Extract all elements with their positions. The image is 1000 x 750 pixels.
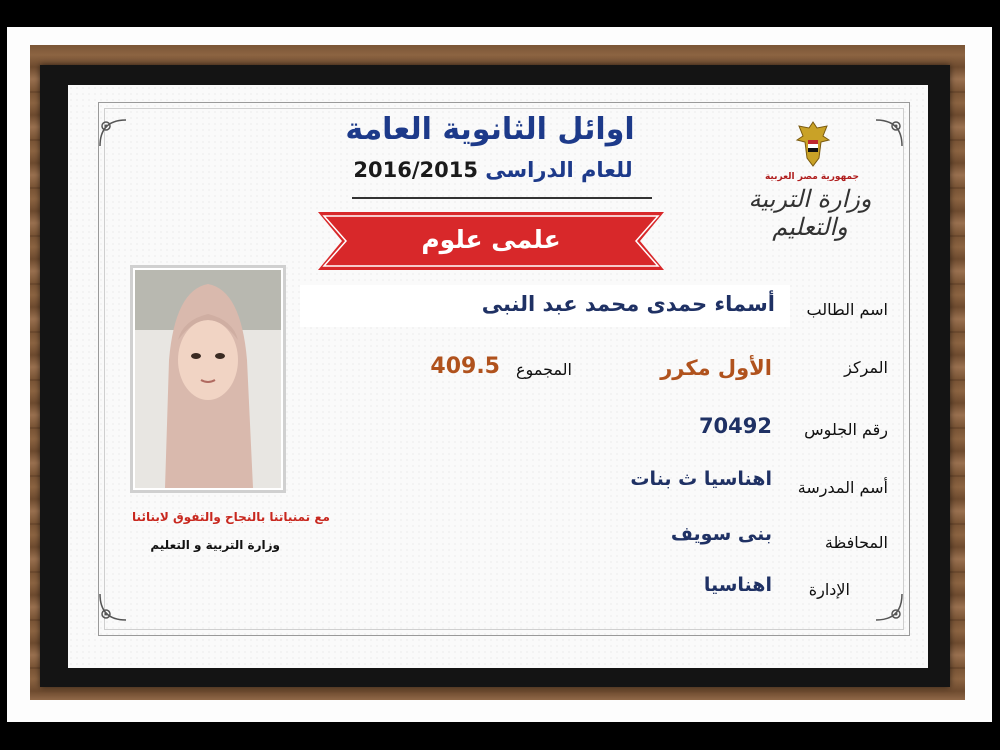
corner-ornament-icon	[96, 590, 130, 624]
seat-number-label: رقم الجلوس	[804, 420, 888, 439]
school-name: اهناسيا ث بنات	[630, 468, 772, 490]
academic-year: 2016/2015	[353, 158, 478, 182]
division-label: علمى علوم	[421, 225, 561, 254]
title-divider	[352, 197, 652, 199]
academic-year-line	[320, 158, 660, 182]
republic-label: جمهورية مصر العربية	[764, 172, 860, 182]
academic-year-label: للعام الدراسى	[485, 158, 633, 182]
corner-ornament-icon	[96, 116, 130, 150]
corner-ornament-icon	[872, 116, 906, 150]
name-label: اسم الطالب	[806, 300, 888, 319]
school-label: أسم المدرسة	[797, 478, 888, 497]
administration-label: الإدارة	[808, 580, 850, 599]
rank-label: المركز	[844, 358, 888, 377]
division-ribbon	[318, 212, 664, 270]
student-name: أسماء حمدى محمد عبد النبى	[481, 292, 775, 316]
student-portrait-image	[135, 270, 281, 488]
rank-value: الأول مكرر	[660, 356, 772, 380]
ministry-signature: وزارة التربية و التعليم	[150, 538, 280, 552]
governorate-value: بنى سويف	[670, 523, 772, 545]
page-title: اوائل الثانوية العامة	[345, 112, 635, 147]
administration-value: اهناسيا	[703, 574, 772, 596]
total-label: المجموع	[516, 360, 572, 379]
corner-ornament-icon	[872, 590, 906, 624]
wishes-text: مع تمنياتنا بالنجاح والتفوق لابنائنا	[132, 510, 330, 524]
total-value: 409.5	[430, 354, 500, 379]
governorate-label: المحافظة	[824, 533, 888, 552]
student-photo	[130, 265, 286, 493]
eagle-emblem-icon	[793, 118, 833, 170]
ministry-logo-text: وزارة التربية والتعليم	[748, 185, 872, 241]
seat-number: 70492	[698, 414, 772, 438]
